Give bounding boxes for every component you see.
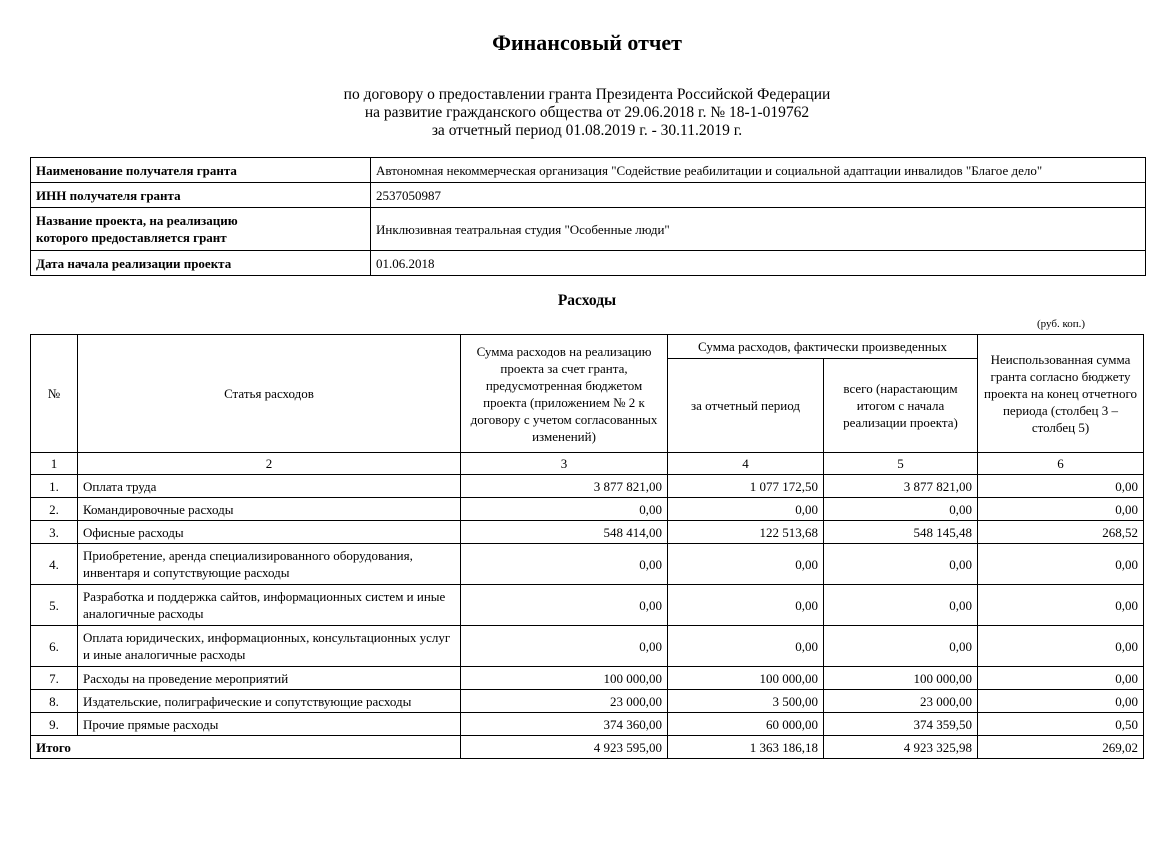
row-budget: 374 360,00 xyxy=(461,713,668,736)
row-num: 1. xyxy=(31,475,78,498)
row-name: Разработка и поддержка сайтов, информационных систем и иные аналогичные расходы xyxy=(78,585,461,626)
row-num: 4. xyxy=(31,544,78,585)
row-unused: 0,00 xyxy=(978,690,1144,713)
row-period: 0,00 xyxy=(668,498,824,521)
row-num: 8. xyxy=(31,690,78,713)
report-title: Финансовый отчет xyxy=(492,30,682,55)
row-budget: 0,00 xyxy=(461,585,668,626)
header-period: за отчетный период xyxy=(668,359,824,453)
row-unused: 0,00 xyxy=(978,498,1144,521)
row-period: 0,00 xyxy=(668,544,824,585)
row-budget: 548 414,00 xyxy=(461,521,668,544)
header-num: № xyxy=(31,335,78,453)
row-cumulative: 0,00 xyxy=(824,585,978,626)
table-row xyxy=(31,690,1144,713)
row-unused: 0,00 xyxy=(978,667,1144,690)
table-row xyxy=(31,498,1144,521)
row-name: Приобретение, аренда специализированного оборудования, инвентаря и сопутствующие расходы xyxy=(78,544,461,585)
row-name: Оплата труда xyxy=(78,475,461,498)
row-period: 1 077 172,50 xyxy=(668,475,824,498)
table-row xyxy=(31,544,1144,585)
table-row xyxy=(31,585,1144,626)
row-budget: 0,00 xyxy=(461,626,668,667)
column-number: 2 xyxy=(78,453,461,475)
row-unused: 0,00 xyxy=(978,626,1144,667)
row-period: 60 000,00 xyxy=(668,713,824,736)
row-num: 7. xyxy=(31,667,78,690)
row-period: 122 513,68 xyxy=(668,521,824,544)
recipient-value: Автономная некоммерческая организация "Содействие реабилитации и социальной адаптации инвалидов "Благое дело" xyxy=(371,158,1146,183)
column-numbers-row xyxy=(31,453,1144,475)
row-cumulative: 0,00 xyxy=(824,544,978,585)
total-label: Итого xyxy=(31,736,461,759)
row-budget: 0,00 xyxy=(461,498,668,521)
table-row xyxy=(31,521,1144,544)
row-name: Издательские, полиграфические и сопутствующие расходы xyxy=(78,690,461,713)
row-cumulative: 23 000,00 xyxy=(824,690,978,713)
expenses-section-title: Расходы xyxy=(557,292,617,309)
row-cumulative: 0,00 xyxy=(824,626,978,667)
table-row xyxy=(31,626,1144,667)
row-cumulative: 3 877 821,00 xyxy=(824,475,978,498)
row-num: 3. xyxy=(31,521,78,544)
start-date-label: Дата начала реализации проекта xyxy=(31,251,371,276)
subtitle-line: за отчетный период 01.08.2019 г. - 30.11.2019 г. xyxy=(431,122,743,139)
report-subtitle xyxy=(0,86,1174,140)
row-unused: 0,00 xyxy=(978,475,1144,498)
column-number: 5 xyxy=(824,453,978,475)
column-number: 3 xyxy=(461,453,668,475)
total-cumulative: 4 923 325,98 xyxy=(824,736,978,759)
project-label-line: Название проекта, на реализацию xyxy=(36,213,238,228)
start-date-value: 01.06.2018 xyxy=(371,251,1146,276)
column-number: 6 xyxy=(978,453,1144,475)
row-period: 100 000,00 xyxy=(668,667,824,690)
row-unused: 0,00 xyxy=(978,585,1144,626)
row-unused: 268,52 xyxy=(978,521,1144,544)
total-row xyxy=(31,736,1144,759)
total-period: 1 363 186,18 xyxy=(668,736,824,759)
row-period: 3 500,00 xyxy=(668,690,824,713)
row-period: 0,00 xyxy=(668,626,824,667)
subtitle-line: на развитие гражданского общества от 29.06.2018 г. № 18-1-019762 xyxy=(364,104,810,121)
expenses-table xyxy=(30,334,1144,759)
row-period: 0,00 xyxy=(668,585,824,626)
table-row xyxy=(31,475,1144,498)
table-row xyxy=(31,713,1144,736)
row-cumulative: 548 145,48 xyxy=(824,521,978,544)
table-row xyxy=(31,667,1144,690)
unit-note: (руб. коп.) xyxy=(1037,318,1086,330)
row-name: Оплата юридических, информационных, консультационных услуг и иные аналогичные расходы xyxy=(78,626,461,667)
header-item: Статья расходов xyxy=(78,335,461,453)
row-unused: 0,50 xyxy=(978,713,1144,736)
row-cumulative: 100 000,00 xyxy=(824,667,978,690)
row-num: 6. xyxy=(31,626,78,667)
recipient-label: Наименование получателя гранта xyxy=(31,158,371,183)
row-num: 2. xyxy=(31,498,78,521)
inn-value: 2537050987 xyxy=(371,183,1146,208)
project-label-line: которого предоставляется грант xyxy=(36,230,227,245)
total-unused: 269,02 xyxy=(978,736,1144,759)
header-actual-group: Сумма расходов, фактически произведенных xyxy=(668,335,978,359)
header-cumulative: всего (нарастающим итогом с начала реализации проекта) xyxy=(824,359,978,453)
row-budget: 0,00 xyxy=(461,544,668,585)
column-number: 4 xyxy=(668,453,824,475)
row-name: Офисные расходы xyxy=(78,521,461,544)
row-name: Расходы на проведение мероприятий xyxy=(78,667,461,690)
row-budget: 23 000,00 xyxy=(461,690,668,713)
row-num: 9. xyxy=(31,713,78,736)
column-number: 1 xyxy=(31,453,78,475)
project-label xyxy=(31,208,371,251)
header-unused: Неиспользованная сумма гранта согласно бюджету проекта на конец отчетного периода (столбец 3 – столбец 5) xyxy=(978,335,1144,453)
row-name: Прочие прямые расходы xyxy=(78,713,461,736)
header-budget: Сумма расходов на реализацию проекта за счет гранта, предусмотренная бюджетом проекта (приложением № 2 к договору с учетом согласованных изменений) xyxy=(461,335,668,453)
grant-info-table xyxy=(30,157,1146,276)
row-name: Командировочные расходы xyxy=(78,498,461,521)
row-cumulative: 374 359,50 xyxy=(824,713,978,736)
row-cumulative: 0,00 xyxy=(824,498,978,521)
project-value: Инклюзивная театральная студия "Особенные люди" xyxy=(371,208,1146,251)
subtitle-line: по договору о предоставлении гранта Президента Российской Федерации xyxy=(343,86,831,103)
row-unused: 0,00 xyxy=(978,544,1144,585)
total-budget: 4 923 595,00 xyxy=(461,736,668,759)
row-budget: 100 000,00 xyxy=(461,667,668,690)
row-num: 5. xyxy=(31,585,78,626)
inn-label: ИНН получателя гранта xyxy=(31,183,371,208)
row-budget: 3 877 821,00 xyxy=(461,475,668,498)
